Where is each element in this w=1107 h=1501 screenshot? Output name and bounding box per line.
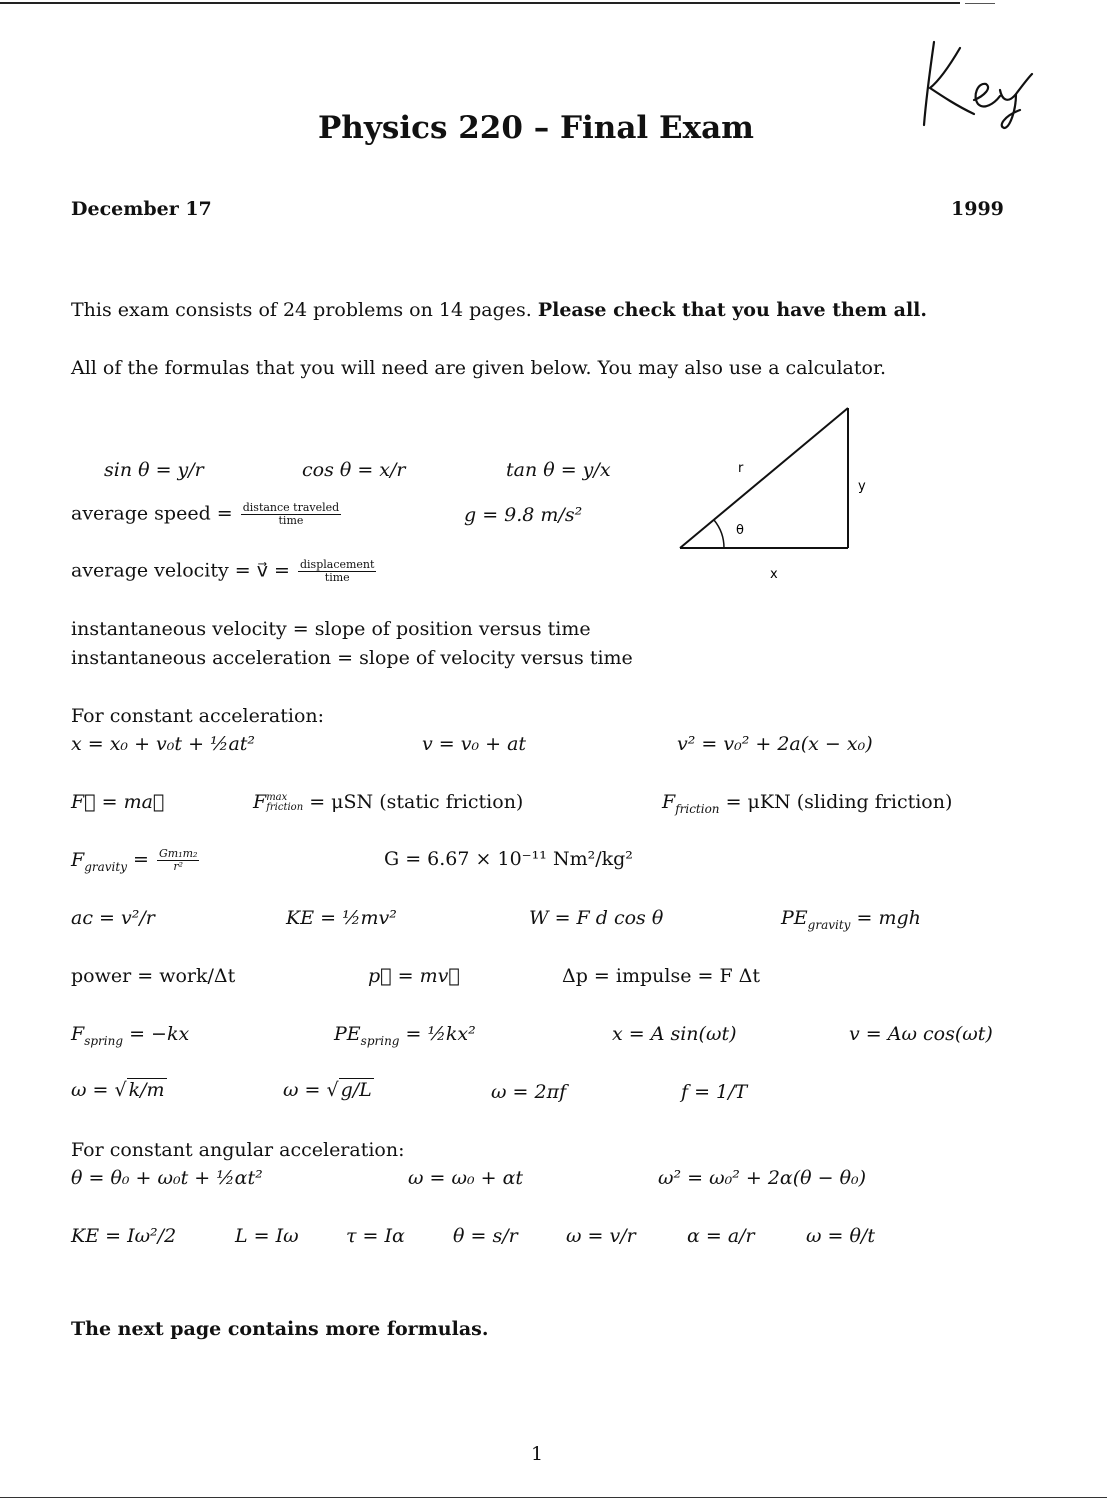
- formula-gravity-force: $F_{gravity}$ = $\frac{\text{Gm₁m₂}}{\text{r²}}$: [71, 847, 198, 874]
- fraction-denominator: time: [324, 571, 350, 584]
- formula-omega-pendulum: ω = √ g/L: [283, 1079, 372, 1101]
- sliding-friction-rhs: = μKN (sliding friction): [725, 791, 953, 813]
- formula-newton-second-law: F⃗ = ma⃗: [71, 791, 165, 813]
- formula-average-velocity: [71, 559, 378, 584]
- formula-frequency-period: f = 1/T: [681, 1081, 748, 1103]
- formula-angular-momentum: L = Iω: [235, 1225, 299, 1247]
- intro-line-2: All of the formulas that you will need are given below. You may also use a calculator.: [71, 357, 886, 379]
- formula-omega-theta: ω = θ/t: [806, 1225, 875, 1247]
- formula-g: g = 9.8 m/s²: [464, 504, 583, 526]
- pe-spring-rhs: = ½kx²: [405, 1023, 476, 1045]
- fraction-numerator: displacement: [300, 558, 375, 571]
- formula-kinematics-velocity: v = v₀ + at: [422, 733, 527, 755]
- formula-cos: cos θ = x/r: [302, 459, 406, 481]
- formula-centripetal-acceleration: aᴄ = v²/r: [71, 907, 155, 929]
- formula-omega-v: ω = v/r: [566, 1225, 636, 1247]
- top-rule: [0, 2, 960, 4]
- top-rule-fragment: [965, 3, 995, 4]
- omega-spring-lhs: ω =: [71, 1079, 109, 1101]
- formula-shm-position: x = A sin(ωt): [612, 1023, 737, 1045]
- formula-kinematics-position: x = x₀ + v₀t + ½at²: [71, 733, 256, 755]
- next-page-note: The next page contains more formulas.: [71, 1318, 489, 1340]
- constant-acceleration-heading: For constant acceleration:: [71, 705, 325, 727]
- constant-angular-acceleration-heading: For constant angular acceleration:: [71, 1139, 405, 1161]
- formula-angular-position: θ = θ₀ + ω₀t + ½αt²: [71, 1167, 263, 1189]
- bottom-rule: [0, 1497, 1107, 1498]
- average-velocity-fraction: [298, 559, 376, 584]
- pe-gravity-rhs: = mgh: [856, 907, 921, 929]
- page-title: Physics 220 – Final Exam: [318, 110, 754, 146]
- formula-static-friction: F max friction = μSN (static friction): [253, 791, 524, 813]
- formula-impulse: Δp = impulse = F Δt: [562, 965, 761, 987]
- formula-kinematics-velocity-squared: v² = v₀² + 2a(x − x₀): [677, 733, 873, 755]
- triangle-r-label: r: [738, 461, 744, 476]
- triangle-theta-label: θ: [736, 523, 744, 538]
- formula-omega-frequency: ω = 2πf: [491, 1081, 567, 1103]
- formula-angular-velocity-squared: ω² = ω₀² + 2α(θ − θ₀): [658, 1167, 867, 1189]
- average-speed-fraction: [241, 502, 341, 527]
- formula-kinetic-energy: KE = ½mv²: [286, 907, 397, 929]
- intro-line-1: [71, 299, 927, 321]
- formula-spring-force: $F_{spring} = -kx$: [71, 1023, 190, 1048]
- formula-alpha-a: α = a/r: [687, 1225, 755, 1247]
- formula-average-speed: [71, 502, 343, 527]
- formula-rotational-ke: KE = Iω²/2: [71, 1225, 177, 1247]
- page-number: 1: [531, 1443, 544, 1465]
- formula-sin: sin θ = y/r: [104, 459, 204, 481]
- average-speed-label: average speed =: [71, 502, 233, 525]
- formula-torque: τ = Iα: [346, 1225, 405, 1247]
- right-triangle-diagram: [670, 400, 890, 590]
- formula-sliding-friction: $F_{friction} = \mu KN$ (sliding friction): [662, 791, 953, 816]
- triangle-y-label: y: [858, 479, 866, 494]
- formula-instantaneous-velocity: instantaneous velocity = slope of position versus time: [71, 618, 591, 640]
- formula-pe-gravity: $PE_{gravity}$ = mgh: [781, 907, 921, 932]
- intro-text: This exam consists of 24 problems on 14 pages.: [71, 299, 532, 321]
- formula-theta-arc: θ = s/r: [453, 1225, 518, 1247]
- formula-shm-velocity: v = Aω cos(ωt): [849, 1023, 993, 1045]
- exam-year: 1999: [951, 198, 1004, 220]
- formula-instantaneous-acceleration: instantaneous acceleration = slope of velocity versus time: [71, 647, 633, 669]
- triangle-x-label: x: [770, 567, 778, 582]
- omega-spring-radicand: k/m: [128, 1079, 165, 1101]
- static-friction-rhs: = μSN (static friction): [309, 791, 524, 813]
- formula-gravitational-constant: G = 6.67 × 10⁻¹¹ Nm²/kg²: [384, 848, 633, 870]
- fraction-denominator: time: [278, 514, 304, 527]
- exam-date: December 17: [71, 198, 212, 220]
- intro-bold-note: Please check that you have them all.: [537, 299, 927, 321]
- formula-power: power = work/Δt: [71, 965, 236, 987]
- omega-pendulum-radicand: g/L: [340, 1079, 372, 1101]
- formula-tan: tan θ = y/x: [506, 459, 611, 481]
- formula-angular-velocity: ω = ω₀ + αt: [408, 1167, 524, 1189]
- average-velocity-label: average velocity = v⃗ =: [71, 559, 290, 582]
- spring-force-rhs: = −kx: [129, 1023, 190, 1045]
- formula-pe-spring: $PE_{spring}$ = ½kx²: [334, 1023, 476, 1048]
- omega-pendulum-lhs: ω =: [283, 1079, 321, 1101]
- fraction-numerator: distance traveled: [242, 501, 340, 514]
- formula-omega-spring: ω = √ k/m: [71, 1079, 165, 1101]
- formula-work: W = F d cos θ: [529, 907, 664, 929]
- handwritten-key-signature: [912, 30, 1052, 130]
- formula-momentum: p⃗ = mv⃗: [368, 965, 460, 987]
